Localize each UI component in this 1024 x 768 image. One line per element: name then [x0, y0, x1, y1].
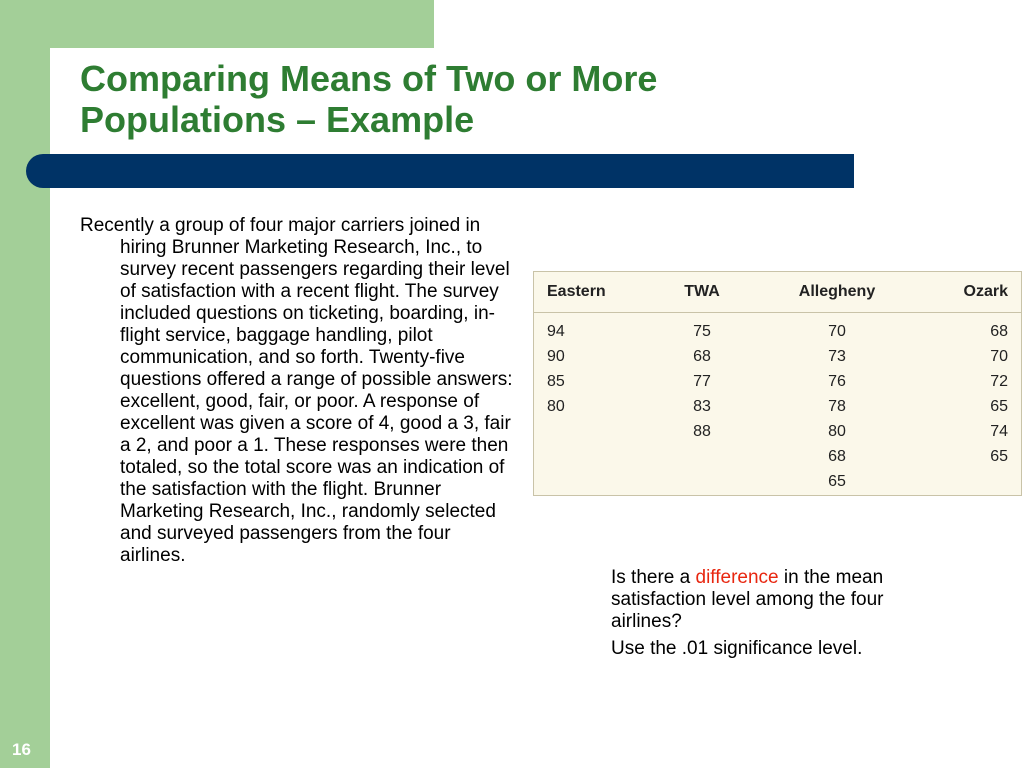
significance-level-note: Use the .01 significance level. — [611, 638, 863, 659]
table-row — [534, 344, 1021, 369]
page-number: 16 — [12, 740, 31, 759]
table-cell: 76 — [828, 372, 846, 390]
table-cell: 65 — [990, 447, 1008, 465]
question-highlight-word: difference — [695, 567, 779, 588]
table-cell — [657, 444, 747, 469]
table-cell: 80 — [547, 397, 565, 415]
table-row — [534, 369, 1021, 394]
green-frame-top — [0, 0, 434, 48]
table-row — [534, 469, 1021, 494]
scores-table — [534, 272, 1021, 494]
table-cell: 65 — [990, 397, 1008, 415]
table-cell: 90 — [547, 347, 565, 365]
table-cell: 88 — [693, 422, 711, 440]
airline-scores-table — [533, 271, 1022, 496]
header-allegheny: Allegheny — [798, 283, 876, 300]
title-underline-bar — [26, 154, 854, 188]
header-twa: TWA — [684, 283, 720, 300]
table-cell: 85 — [547, 372, 565, 390]
table-cell: 83 — [693, 397, 711, 415]
table-cell: 78 — [828, 397, 846, 415]
table-cell: 94 — [547, 322, 565, 340]
table-cell: 68 — [693, 347, 711, 365]
table-header-row — [534, 272, 1021, 312]
question-text-end: in the mean satisfaction level among the four airlines? — [611, 567, 884, 632]
table-cell — [657, 469, 747, 494]
table-cell: 74 — [990, 422, 1008, 440]
table-row — [534, 312, 1021, 344]
slide-title — [80, 58, 840, 140]
table-cell: 68 — [828, 447, 846, 465]
table-row — [534, 394, 1021, 419]
table-cell: 65 — [828, 472, 846, 490]
table-cell — [534, 469, 657, 494]
title-line-2: Populations – Example — [80, 99, 475, 140]
table-cell: 80 — [828, 422, 846, 440]
table-cell: 70 — [828, 322, 846, 340]
green-frame-left — [0, 0, 50, 768]
table-cell: 73 — [828, 347, 846, 365]
title-line-1: Comparing Means of Two or More — [80, 58, 658, 99]
table-row — [534, 444, 1021, 469]
header-eastern: Eastern — [547, 283, 606, 300]
table-cell — [927, 469, 1021, 494]
table-cell: 70 — [990, 347, 1008, 365]
table-cell: 75 — [693, 322, 711, 340]
table-cell: 68 — [990, 322, 1008, 340]
table-row — [534, 419, 1021, 444]
table-cell — [534, 419, 657, 444]
header-ozark: Ozark — [963, 283, 1008, 300]
table-cell: 72 — [990, 372, 1008, 390]
table-cell: 77 — [693, 372, 711, 390]
problem-description: Recently a group of four major carriers joined in hiring Brunner Marketing Research, Inc., to survey recent passengers regarding their level of satisfaction with a recent flight. The survey included questions on ticketing, boarding, in-flight service, baggage handling, pilot communication, and so forth. Twenty-five questions offered a range of possible answers: excellent, good, fair, or poor. A response of excellent was given a score of 4, good a 3, fair a 2, and poor a 1. These responses were then totaled, so the total score was an indication of the satisfaction with the flight. Brunner Marketing Research, Inc., randomly selected and surveyed passengers from the four airlines. — [80, 215, 513, 566]
question-text-start: Is there a — [611, 567, 696, 588]
research-question — [611, 567, 956, 633]
table-cell — [534, 444, 657, 469]
